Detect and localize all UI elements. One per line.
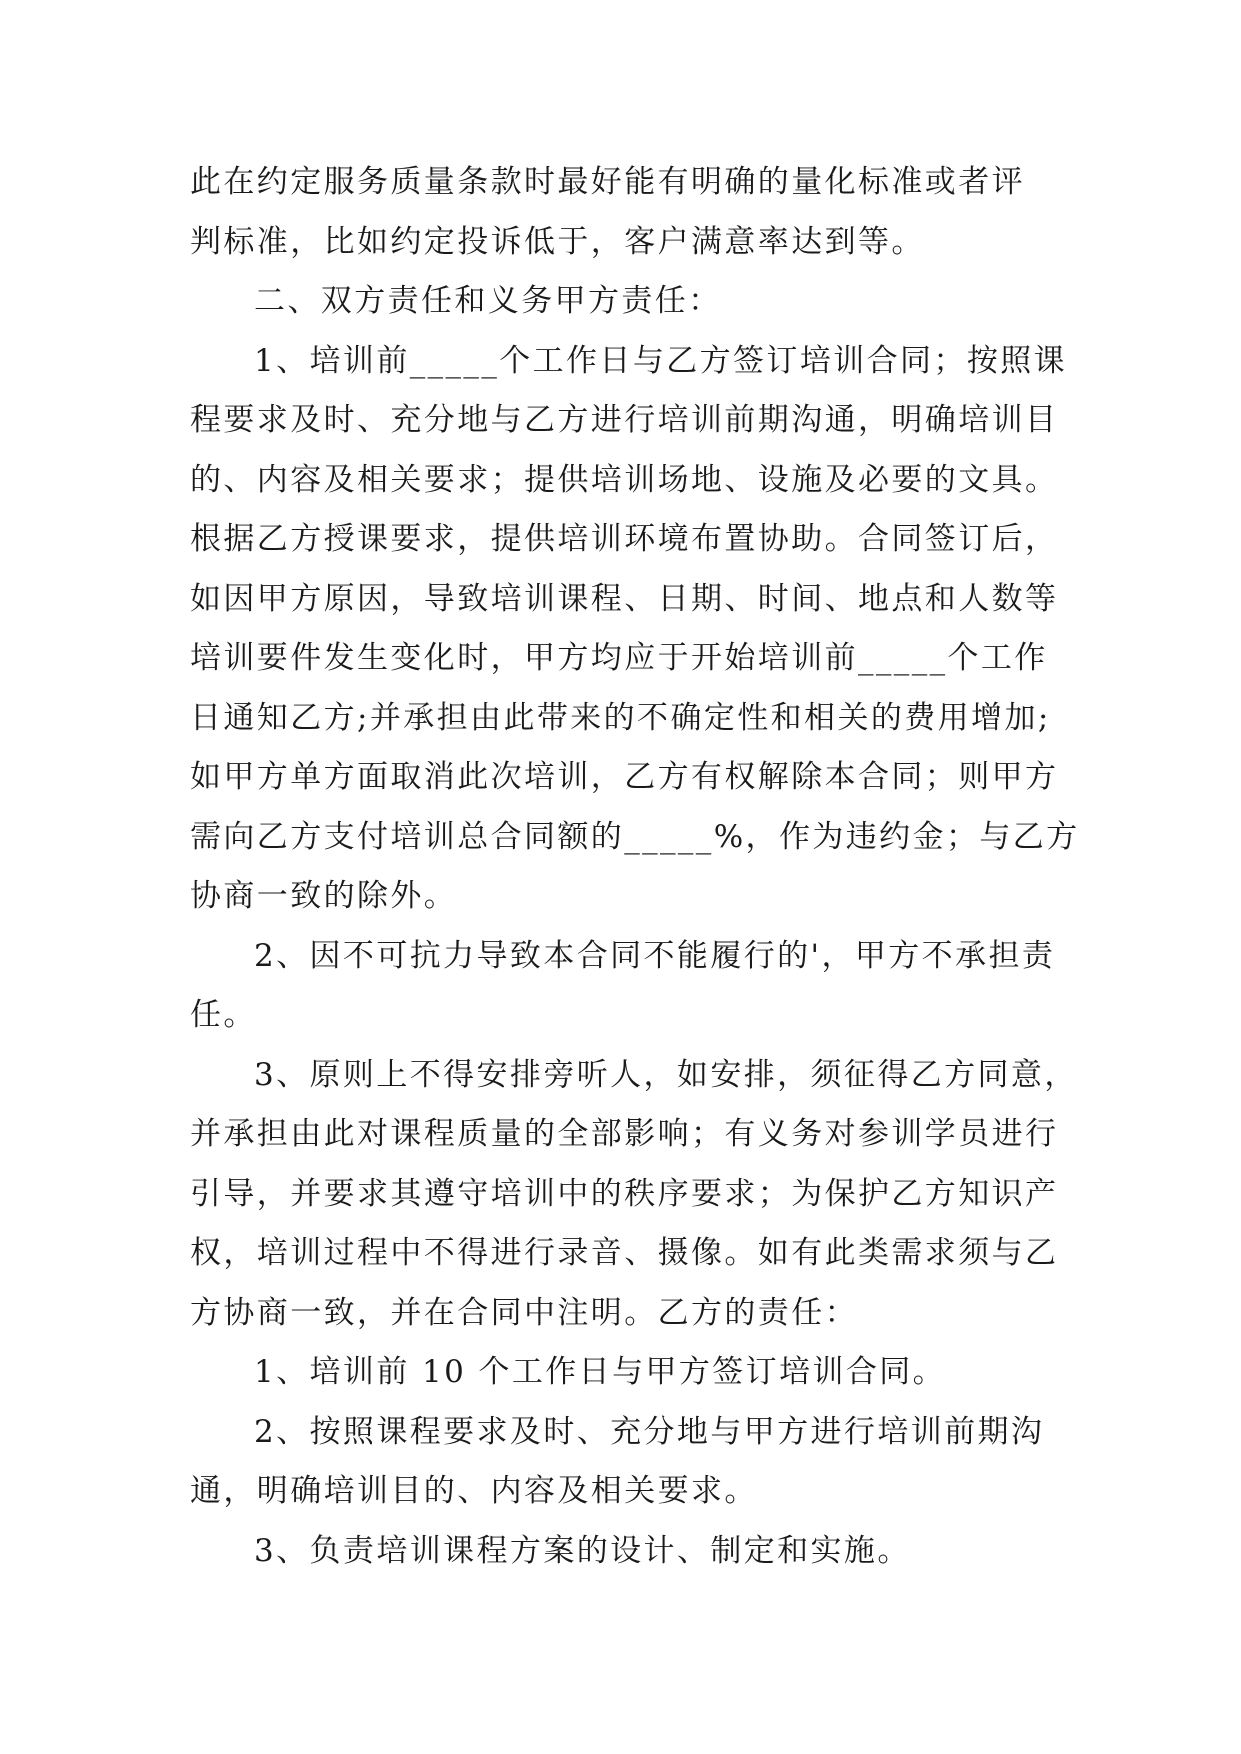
paragraph-line: 通，明确培训目的、内容及相关要求。 [190, 1473, 758, 1509]
paragraph-line: 如因甲方原因，导致培训课程、日期、时间、地点和人数等 [190, 580, 1059, 617]
paragraph-line: 引导，并要求其遵守培训中的秩序要求；为保护乙方知识产 [190, 1175, 1059, 1212]
paragraph-line: 3、负责培训课程方案的设计、制定和实施。 [254, 1532, 911, 1569]
paragraph-line: 并承担由此对课程质量的全部影响；有义务对参训学员进行 [190, 1116, 1059, 1152]
paragraph-line: 培训要件发生变化时，甲方均应于开始培训前_____个工作 [190, 640, 1048, 676]
paragraph-line: 程要求及时、充分地与乙方进行培训前期沟通，明确培训目 [190, 402, 1059, 438]
paragraph-line: 权，培训过程中不得进行录音、摄像。如有此类需求须与乙 [190, 1235, 1059, 1271]
paragraph-line: 的、内容及相关要求；提供培训场地、设施及必要的文具。 [190, 461, 1059, 498]
paragraph-line: 协商一致的除外。 [190, 878, 458, 914]
paragraph-line: 3、原则上不得安排旁听人，如安排，须征得乙方同意， [254, 1056, 1078, 1093]
document-body [190, 153, 1080, 1581]
paragraph-line: 2、因不可抗力导致本合同不能履行的'，甲方不承担责 [254, 937, 1056, 974]
paragraph-line: 此在约定服务质量条款时最好能有明确的量化标准或者评 [190, 164, 1025, 200]
paragraph-line: 判标准，比如约定投诉低于，客户满意率达到等。 [190, 223, 925, 260]
paragraph-line: 任。 [190, 997, 257, 1033]
paragraph-line: 2、按照课程要求及时、充分地与甲方进行培训前期沟 [254, 1413, 1045, 1450]
paragraph-line: 1、培训前_____个工作日与乙方签订培训合同；按照课 [254, 342, 1068, 379]
section-heading: 二、双方责任和义务甲方责任： [254, 283, 722, 319]
paragraph-line: 1、培训前 10 个工作日与甲方签订培训合同。 [254, 1354, 947, 1390]
paragraph-line: 日通知乙方;并承担由此带来的不确定性和相关的费用增加; [190, 699, 1051, 736]
paragraph-line: 需向乙方支付培训总合同额的_____%，作为违约金；与乙方 [190, 818, 1080, 855]
paragraph-line: 方协商一致，并在合同中注明。乙方的责任： [190, 1294, 858, 1331]
paragraph-line: 如甲方单方面取消此次培训，乙方有权解除本合同；则甲方 [190, 759, 1059, 795]
paragraph-line: 根据乙方授课要求，提供培训环境布置协助。合同签订后， [190, 521, 1059, 557]
